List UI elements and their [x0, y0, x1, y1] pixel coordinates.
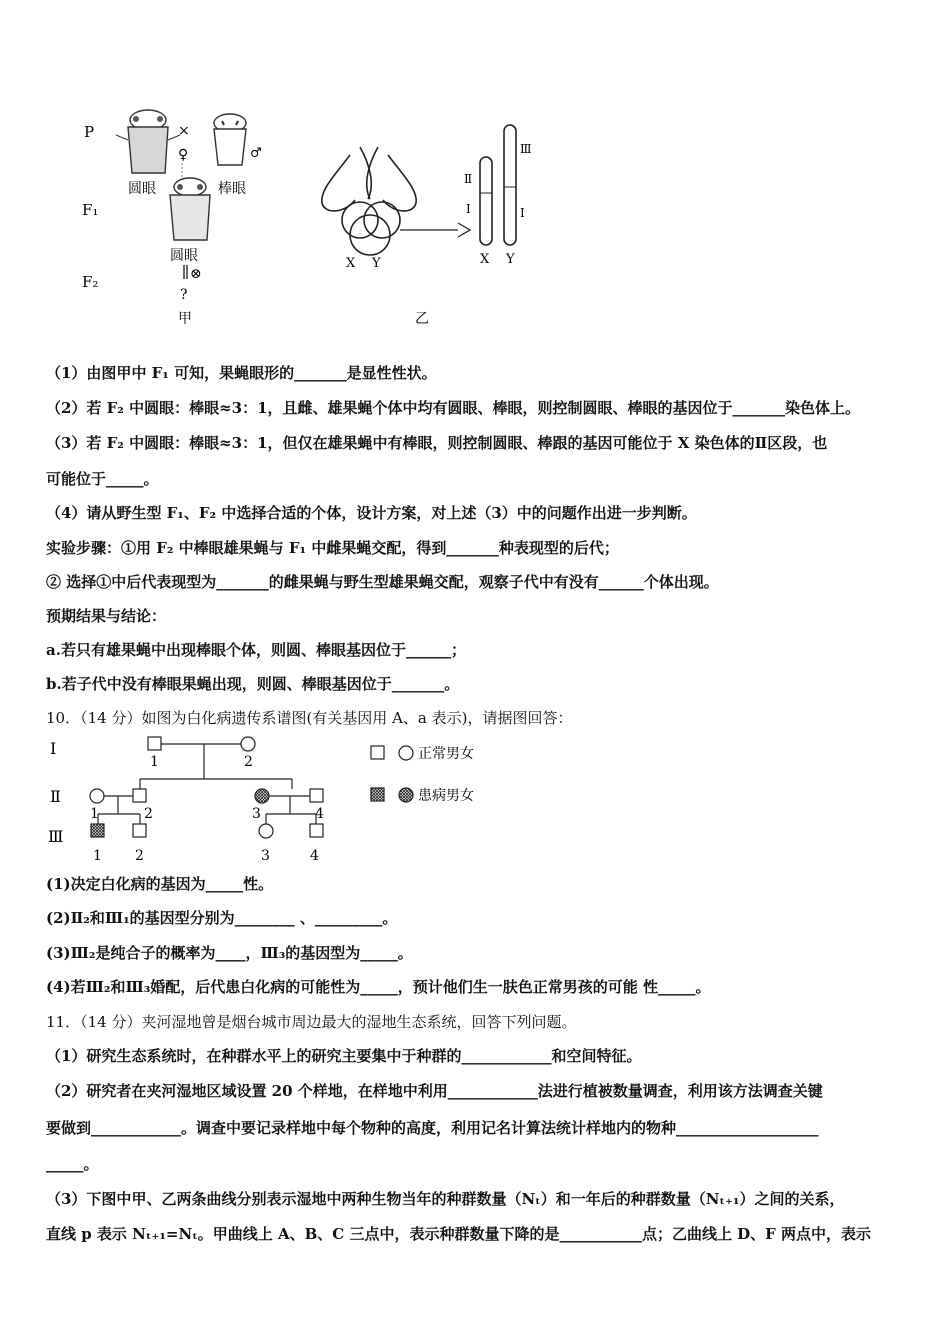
legend-affected-female-icon	[399, 788, 413, 802]
ped-num-ii2: 2	[144, 806, 153, 822]
chromosome-pairing-diagram	[322, 147, 416, 255]
ped-num-i1: 1	[150, 754, 159, 770]
gen-label-3: Ⅲ	[48, 827, 64, 846]
q11-line-2: （2）研究者在夹河湿地区域设置 20 个样地，在样地中利用____________法进行植被数量调查，利用该方法调查关键	[46, 1082, 823, 1100]
pedigree-chart	[40, 732, 360, 867]
q11-line-1: （1）研究生态系统时，在种群水平上的研究主要集中于种群的____________和空间特征。	[46, 1047, 642, 1065]
fly-male-bar-icon	[214, 114, 246, 165]
legend-normal-female-icon	[399, 746, 413, 760]
q9-line-9: a.若只有雄果蝇中出现棒眼个体，则圆、棒眼基因位于______；	[46, 641, 466, 659]
ped-num-iii2: 2	[135, 848, 144, 864]
ped-num-iii1: 1	[93, 848, 102, 864]
q9-line-4: 可能位于_____。	[46, 470, 159, 488]
label-x-chrom: X	[480, 252, 490, 267]
legend-affected-text: 患病男女	[418, 788, 474, 804]
x-chromosome	[480, 157, 492, 245]
caption-figure-yi: 乙	[415, 311, 429, 327]
ped-iii3-female	[259, 824, 273, 838]
male-symbol: ♂	[250, 146, 262, 161]
ped-iii2-male	[133, 824, 146, 837]
self-cross-symbol: ⊗	[190, 266, 202, 282]
fly-female-round-icon	[116, 110, 180, 173]
caption-figure-jia: 甲	[178, 311, 192, 327]
q9-line-3: （3）若 F₂ 中圆眼：棒眼≈3：1，但仅在雄果蝇中有棒眼，则控制圆眼、棒跟的基因可能位于 X 染色体的Ⅱ区段，也	[46, 434, 828, 452]
label-y-chrom: Y	[506, 252, 515, 267]
legend-affected-male-icon	[371, 788, 384, 801]
arrow-head	[458, 223, 470, 237]
fly-f1-round-icon	[170, 178, 210, 240]
legend-normal-text: 正常男女	[418, 746, 474, 762]
ped-ii4-male	[310, 789, 323, 802]
ped-num-iii4: 4	[310, 848, 319, 864]
q11-header: 11．（14 分）夹河湿地曾是烟台城市周边最大的湿地生态系统，回答下列问题。	[46, 1013, 577, 1031]
q10-question-4: (4)若Ⅲ₂和Ⅲ₃婚配，后代患白化病的可能性为_____，预计他们生一肤色正常男孩的可能 性_____。	[46, 978, 711, 996]
y-chromosome	[504, 125, 516, 245]
ped-ii1-female	[90, 789, 104, 803]
q9-line-7: ② 选择①中后代表现型为_______的雌果蝇与野生型雄果蝇交配，观察子代中有没有______个体出现。	[46, 573, 719, 591]
q10-question-2: (2)Ⅱ₂和Ⅲ₁的基因型分别为________ 、_________。	[46, 909, 398, 927]
gen-label-2: Ⅱ	[50, 787, 61, 806]
q9-line-8: 预期结果与结论：	[46, 607, 167, 625]
x-region-ii: Ⅱ	[464, 172, 473, 186]
q11-line-3: 要做到____________。调查中要记录样地中每个物种的高度，利用记名计算法统计样地内的物种___________________	[46, 1119, 819, 1137]
cross-symbol: ×	[178, 123, 190, 139]
label-f1: F₁	[82, 201, 99, 219]
ped-num-ii3: 3	[252, 806, 261, 822]
q11-line-6: 直线 p 表示 Nₜ₊₁=Nₜ。甲曲线上 A、B、C 三点中，表示种群数量下降的是___________点；乙曲线上 D、F 两点中，表示	[46, 1225, 872, 1243]
q10-question-1: (1)决定白化病的基因为_____性。	[46, 875, 274, 893]
x-region-i: Ⅰ	[466, 202, 471, 216]
q9-line-6: 实验步骤：①用 F₂ 中棒眼雄果蝇与 F₁ 中雌果蝇交配，得到_______种表现型的后代；	[46, 539, 619, 557]
caption-bar-parent: 棒眼	[218, 181, 246, 197]
label-f2: F₂	[82, 273, 99, 291]
y-region-i: Ⅰ	[520, 206, 525, 220]
q11-line-5: （3）下图中甲、乙两条曲线分别表示湿地中两种生物当年的种群数量（Nₜ）和一年后的种群数量（Nₜ₊₁）之间的关系，	[46, 1190, 845, 1208]
ped-num-ii4: 4	[315, 806, 324, 822]
ped-num-ii1: 1	[90, 806, 99, 822]
q9-line-5: （4）请从野生型 F₁、F₂ 中选择合适的个体，设计方案，对上述（3）中的问题作出进一步判断。	[46, 504, 697, 522]
q9-line-2: （2）若 F₂ 中圆眼：棒眼≈3：1，且雌、雄果蝇个体中均有圆眼、棒眼，则控制圆眼、棒眼的基因位于_______染色体上。	[46, 399, 861, 417]
caption-round-f1: 圆眼	[170, 248, 198, 264]
figure-fruitfly-cross	[70, 95, 550, 335]
caption-round-parent: 圆眼	[128, 181, 156, 197]
y-region-iii: Ⅲ	[520, 142, 532, 156]
q9-line-10: b.若子代中没有棒眼果蝇出现，则圆、棒眼基因位于_______。	[46, 675, 460, 693]
q10-question-3: (3)Ⅲ₂是纯合子的概率为____，Ⅲ₃的基因型为_____。	[46, 944, 413, 962]
label-y-pair: Y	[372, 256, 381, 271]
pedigree-legend	[368, 740, 538, 810]
ped-num-iii3: 3	[261, 848, 270, 864]
label-x-pair: X	[346, 256, 356, 271]
ped-i2-female	[241, 737, 255, 751]
label-p: P	[84, 123, 95, 141]
legend-normal-male-icon	[371, 746, 384, 759]
ped-iii1-male-affected	[91, 824, 104, 837]
ped-ii2-male	[133, 789, 146, 802]
q10-header: 10．（14 分）如图为白化病遗传系谱图(有关基因用 A、a 表示)，请据图回答：	[46, 709, 573, 727]
ped-num-i2: 2	[244, 754, 253, 770]
gen-label-1: Ⅰ	[50, 739, 57, 758]
q9-line-1: （1）由图甲中 F₁ 可知，果蝇眼形的_______是显性性状。	[46, 364, 437, 382]
f2-unknown: ?	[180, 287, 188, 303]
ped-i1-male	[148, 737, 161, 750]
female-symbol: ♀	[178, 147, 189, 163]
ped-iii4-male	[310, 824, 323, 837]
ped-ii3-female-affected	[255, 789, 269, 803]
q11-line-4: _____。	[46, 1155, 99, 1173]
